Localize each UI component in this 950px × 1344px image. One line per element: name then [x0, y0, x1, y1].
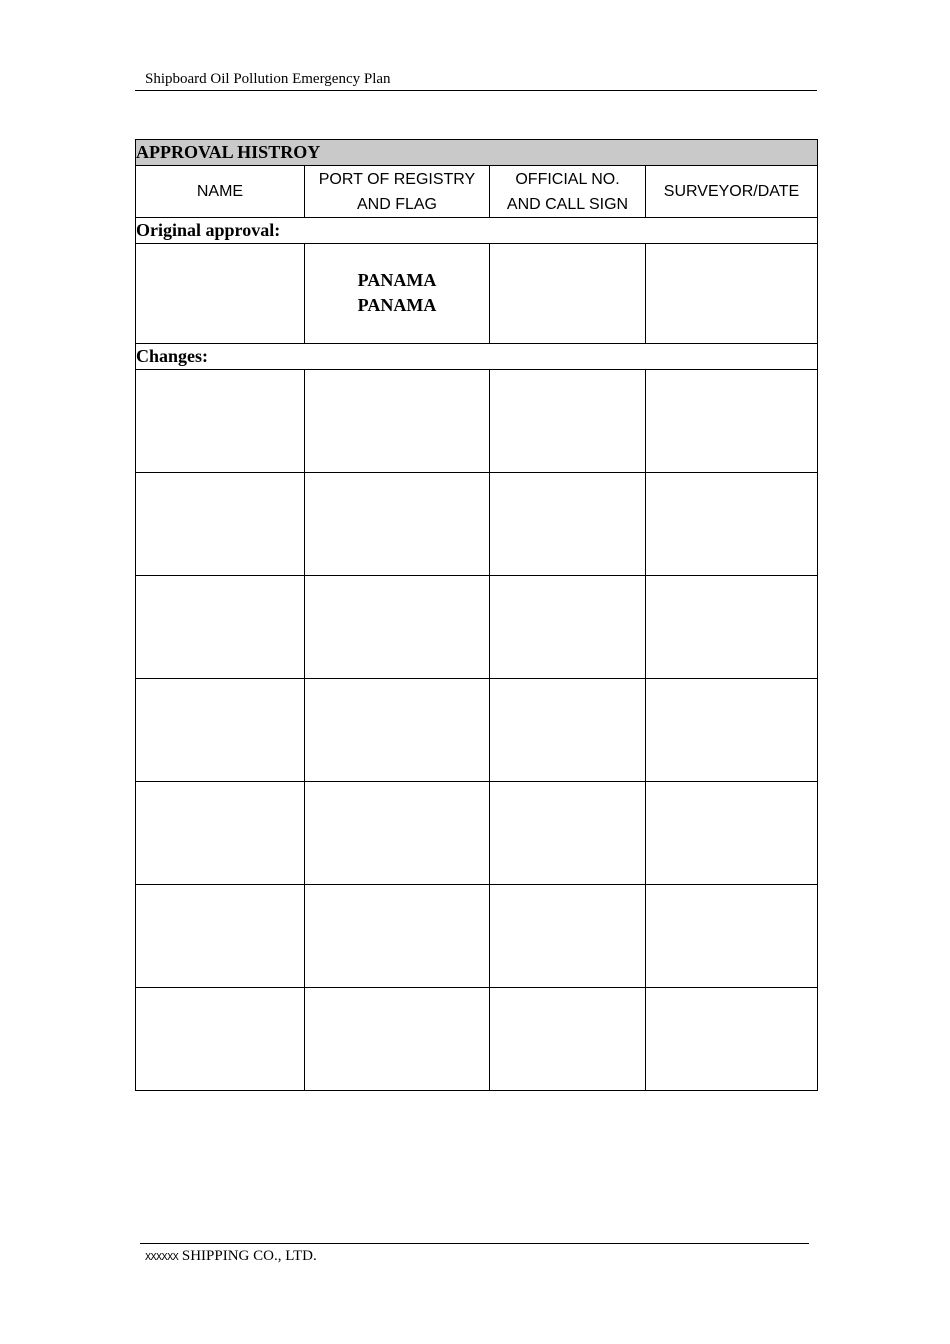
- change-official-no-cell[interactable]: [490, 988, 646, 1091]
- change-row: [136, 679, 818, 782]
- column-header-surveyor: [646, 166, 818, 218]
- table-title: APPROVAL HISTROY: [136, 140, 818, 166]
- changes-label-row: [136, 344, 818, 370]
- change-port-cell[interactable]: [305, 782, 490, 885]
- original-official-cell[interactable]: [490, 244, 646, 344]
- footer-company-mark: XXXXXX: [145, 1252, 179, 1263]
- change-surveyor-date-cell[interactable]: [646, 576, 818, 679]
- change-port-cell[interactable]: [305, 988, 490, 1091]
- footer-divider: [140, 1243, 809, 1244]
- column-header-name-text: NAME: [196, 183, 244, 200]
- original-approval-row: [136, 244, 818, 344]
- column-header-port-line2: AND FLAG: [356, 195, 437, 213]
- change-name-cell[interactable]: [136, 370, 305, 473]
- change-row: [136, 782, 818, 885]
- change-surveyor-date-cell[interactable]: [646, 473, 818, 576]
- original-port-line2: PANAMA: [357, 295, 437, 315]
- change-surveyor-date-cell[interactable]: [646, 679, 818, 782]
- column-header-port-line1: PORT OF REGISTRY: [318, 170, 476, 188]
- table-title-row: [136, 140, 818, 166]
- change-surveyor-date-cell[interactable]: [646, 370, 818, 473]
- change-row: [136, 885, 818, 988]
- page-footer: [145, 1247, 317, 1267]
- column-header-official-line1: OFFICIAL NO.: [515, 170, 620, 188]
- change-official-no-cell[interactable]: [490, 576, 646, 679]
- changes-rows: [136, 370, 818, 1091]
- header-divider: [135, 90, 817, 91]
- change-port-cell[interactable]: [305, 473, 490, 576]
- change-name-cell[interactable]: [136, 679, 305, 782]
- column-header-name: [136, 166, 305, 218]
- approval-history-table: [135, 139, 818, 1091]
- column-header-port: [305, 166, 490, 218]
- change-row: [136, 576, 818, 679]
- change-port-cell[interactable]: [305, 679, 490, 782]
- change-surveyor-date-cell[interactable]: [646, 988, 818, 1091]
- change-row: [136, 473, 818, 576]
- changes-label: Changes:: [136, 344, 818, 370]
- change-name-cell[interactable]: [136, 885, 305, 988]
- column-header-row: [136, 166, 818, 218]
- change-surveyor-date-cell[interactable]: [646, 885, 818, 988]
- column-header-official: [490, 166, 646, 218]
- change-port-cell[interactable]: [305, 370, 490, 473]
- change-port-cell[interactable]: [305, 885, 490, 988]
- page-header-title: Shipboard Oil Pollution Emergency Plan: [145, 71, 391, 87]
- original-name-cell[interactable]: [136, 244, 305, 344]
- change-row: [136, 988, 818, 1091]
- change-name-cell[interactable]: [136, 473, 305, 576]
- change-official-no-cell[interactable]: [490, 679, 646, 782]
- change-name-cell[interactable]: [136, 576, 305, 679]
- change-surveyor-date-cell[interactable]: [646, 782, 818, 885]
- original-port-line1: PANAMA: [357, 270, 437, 290]
- original-approval-label-row: [136, 218, 818, 244]
- change-official-no-cell[interactable]: [490, 473, 646, 576]
- change-official-no-cell[interactable]: [490, 370, 646, 473]
- original-approval-label: Original approval:: [136, 218, 818, 244]
- original-port-cell[interactable]: [305, 244, 490, 344]
- footer-company-name: SHIPPING CO., LTD.: [178, 1248, 317, 1264]
- column-header-official-line2: AND CALL SIGN: [506, 195, 629, 213]
- column-header-surveyor-text: SURVEYOR/DATE: [663, 183, 800, 200]
- change-row: [136, 370, 818, 473]
- change-port-cell[interactable]: [305, 576, 490, 679]
- original-surveyor-cell[interactable]: [646, 244, 818, 344]
- change-official-no-cell[interactable]: [490, 885, 646, 988]
- change-name-cell[interactable]: [136, 988, 305, 1091]
- change-official-no-cell[interactable]: [490, 782, 646, 885]
- change-name-cell[interactable]: [136, 782, 305, 885]
